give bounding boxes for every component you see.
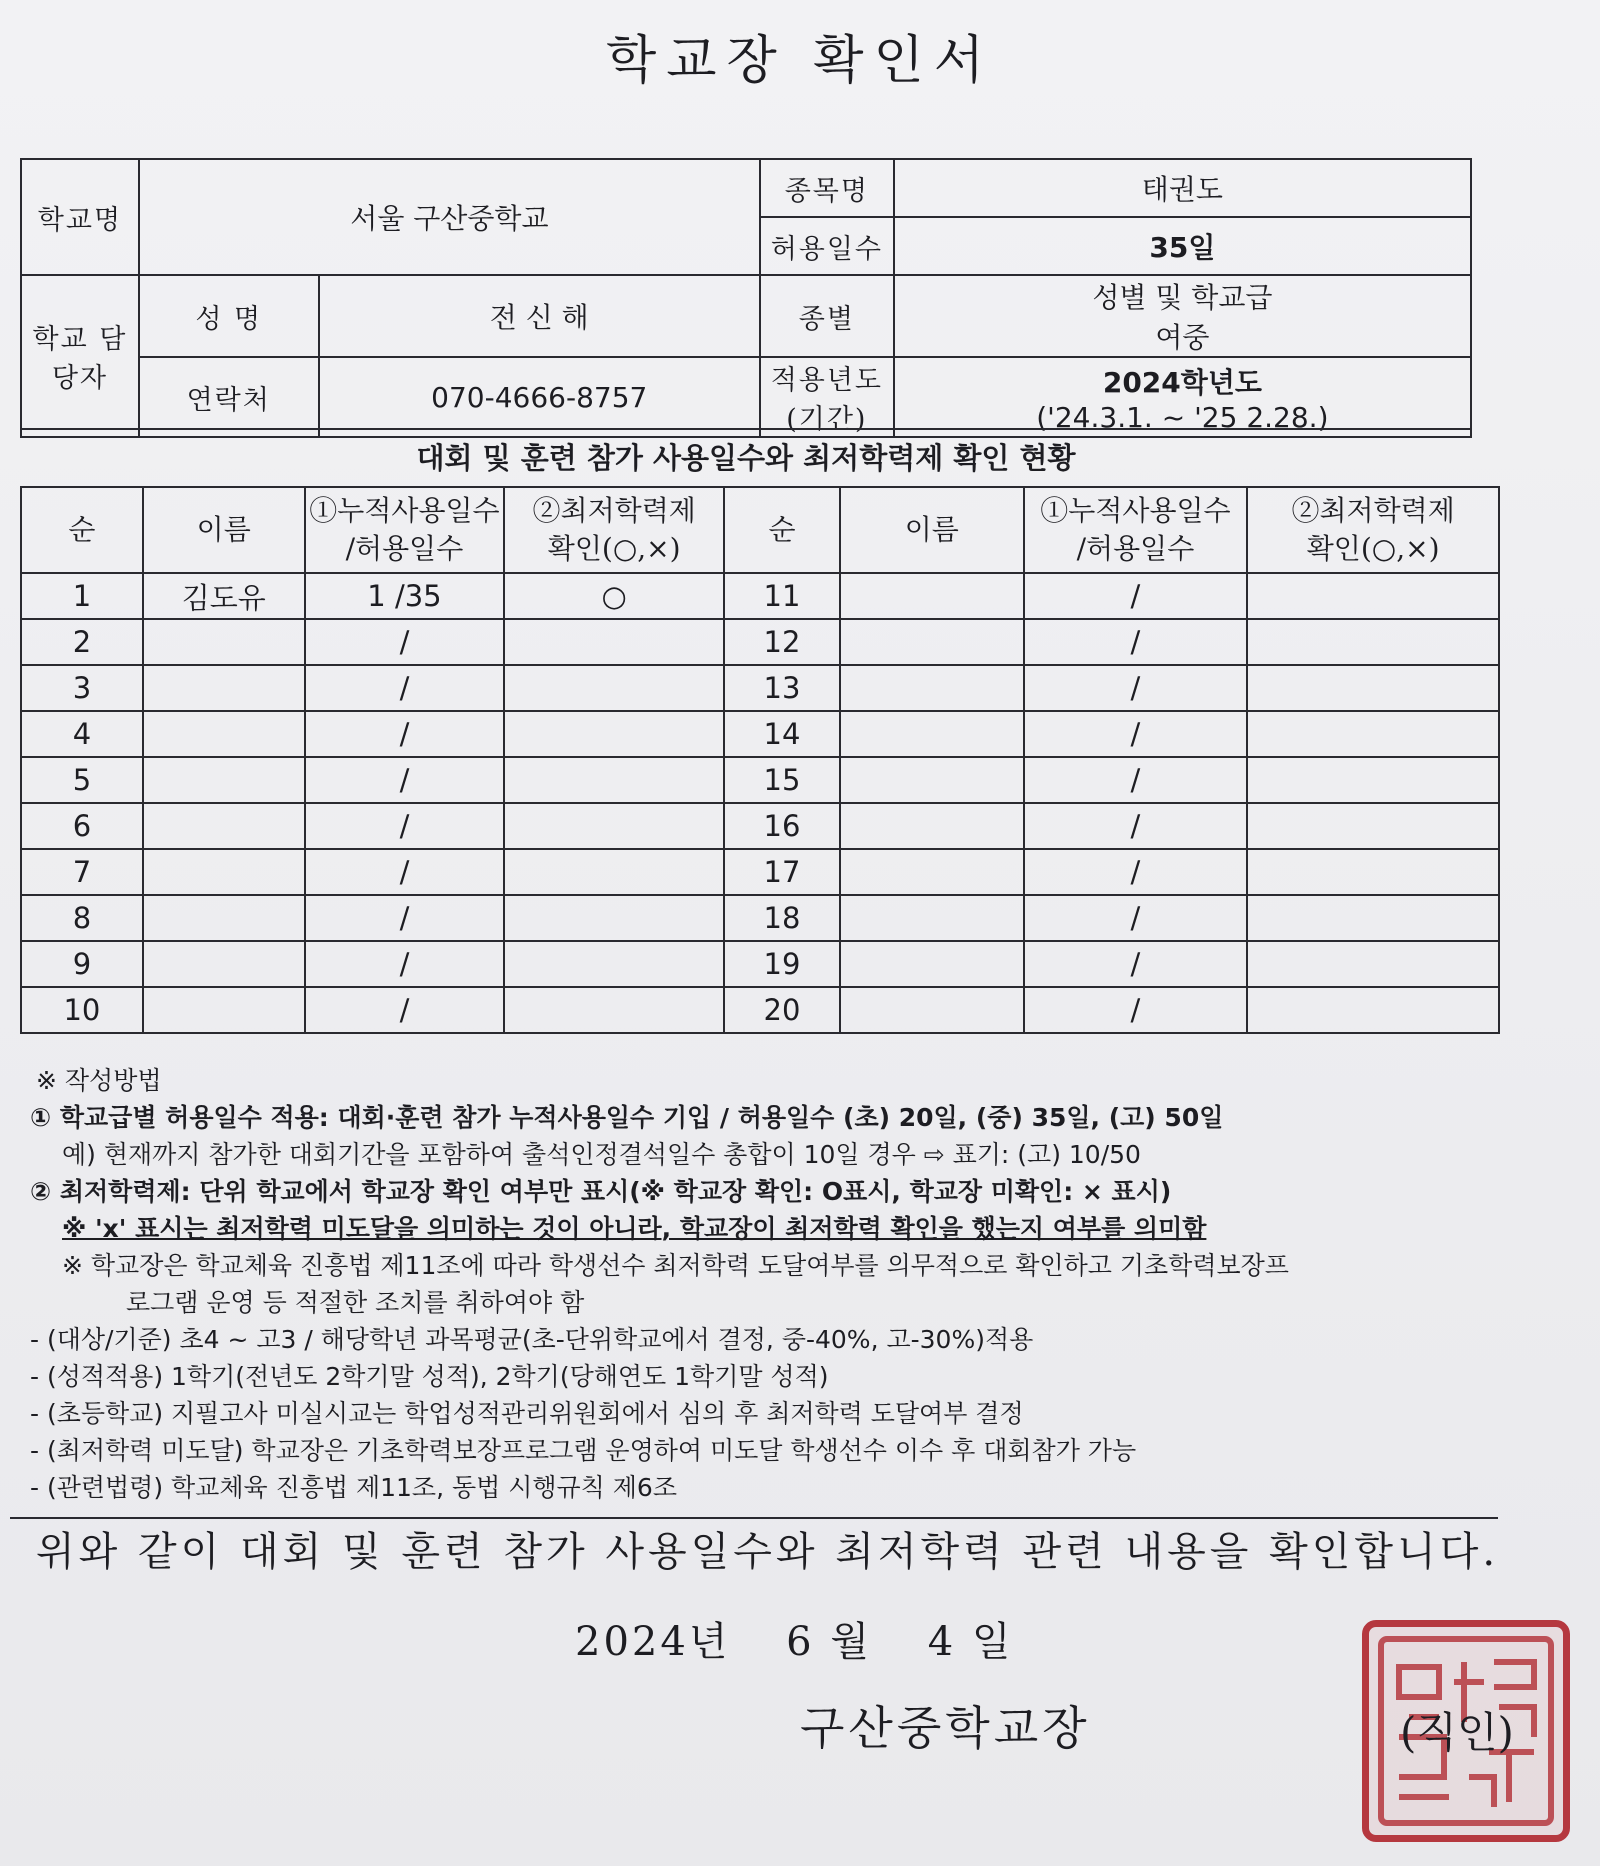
cell-days-right: /	[1024, 895, 1248, 941]
cell-days-left: /	[305, 803, 505, 849]
detail-3: - (초등학교) 지필고사 미실시교는 학업성적관리위원회에서 심의 후 최저학력 도달여부 결정	[30, 1399, 1024, 1428]
instruction-1-example: 예) 현재까지 참가한 대회기간을 포함하여 출석인정결석일수 총합이 10일 경우 ⇨ 표기: (고) 10/50	[62, 1140, 1141, 1169]
cell-check-left	[504, 849, 724, 895]
school-info-table	[20, 158, 1472, 438]
cell-days-left: /	[305, 757, 505, 803]
year-label-line1: 적용년도	[770, 365, 884, 396]
table-row	[21, 665, 1499, 711]
cell-name-right	[840, 803, 1024, 849]
date-day: 4 일	[927, 1619, 1014, 1665]
cell-check-left	[504, 941, 724, 987]
cell-seq-right: 15	[724, 757, 840, 803]
instruction-2-note-2a: ※ 학교장은 학교체육 진흥법 제11조에 따라 학생선수 최저학력 도달여부를 의무적으로 확인하고 기초학력보장프	[62, 1251, 1289, 1280]
cell-check-right	[1247, 757, 1499, 803]
participation-table	[20, 486, 1500, 1034]
contact-value: 070-4666-8757	[319, 357, 760, 437]
cell-seq-right: 17	[724, 849, 840, 895]
header-check-right-line2: 확인(○,×)	[1306, 532, 1440, 565]
header-name-left: 이름	[143, 487, 305, 573]
cell-name-right	[840, 941, 1024, 987]
school-name-label: 학교명	[21, 159, 139, 275]
cell-name-right	[840, 895, 1024, 941]
header-days-left-line1: ①누적사용일수	[309, 494, 500, 527]
sport-value: 태권도	[894, 159, 1471, 217]
cell-seq-right: 14	[724, 711, 840, 757]
cell-days-right: /	[1024, 803, 1248, 849]
cell-seq-right: 18	[724, 895, 840, 941]
document-title: 학교장 확인서	[606, 31, 994, 91]
year-value-line1: 2024학년도	[1102, 365, 1262, 399]
type-value-line1: 성별 및 학교급	[1092, 281, 1273, 314]
cell-check-right	[1247, 711, 1499, 757]
table-row	[21, 941, 1499, 987]
cell-check-right	[1247, 849, 1499, 895]
cell-check-left	[504, 711, 724, 757]
sport-label: 종목명	[760, 159, 894, 217]
header-check-left-line1: ②최저학력제	[532, 494, 696, 527]
cell-seq-left: 8	[21, 895, 143, 941]
cell-name-right	[840, 987, 1024, 1033]
cell-name-left	[143, 941, 305, 987]
year-label-line2: (기간)	[786, 404, 868, 435]
table-row	[21, 987, 1499, 1033]
header-check-right	[1247, 487, 1499, 573]
cell-seq-left: 10	[21, 987, 143, 1033]
header-seq-right: 순	[724, 487, 840, 573]
cell-name-right	[840, 573, 1024, 619]
cell-check-left	[504, 619, 724, 665]
cell-name-left	[143, 757, 305, 803]
table-row	[21, 803, 1499, 849]
cell-name-left	[143, 987, 305, 1033]
header-days-left-line2: /허용일수	[345, 532, 464, 565]
cell-check-left: ○	[504, 573, 724, 619]
header-days-left	[305, 487, 505, 573]
cell-name-left	[143, 803, 305, 849]
cell-days-right: /	[1024, 757, 1248, 803]
table-row	[21, 895, 1499, 941]
document-date	[575, 1610, 1054, 1667]
cell-days-left: /	[305, 895, 505, 941]
cell-check-right	[1247, 573, 1499, 619]
table-row	[21, 757, 1499, 803]
cell-seq-left: 4	[21, 711, 143, 757]
cell-days-left: /	[305, 619, 505, 665]
date-year: 2024년	[575, 1619, 731, 1665]
cell-days-left: 1 /35	[305, 573, 505, 619]
cell-days-right: /	[1024, 711, 1248, 757]
cell-check-right	[1247, 665, 1499, 711]
cell-seq-left: 9	[21, 941, 143, 987]
cell-check-right	[1247, 987, 1499, 1033]
cell-seq-left: 5	[21, 757, 143, 803]
cell-seq-right: 12	[724, 619, 840, 665]
cell-check-right	[1247, 895, 1499, 941]
header-seq-left: 순	[21, 487, 143, 573]
cell-name-right	[840, 711, 1024, 757]
date-month: 6 월	[786, 1619, 872, 1665]
cell-name-right	[840, 619, 1024, 665]
cell-seq-left: 2	[21, 619, 143, 665]
allowed-days-value: 35일	[894, 217, 1471, 275]
cell-days-right: /	[1024, 619, 1248, 665]
type-label: 종별	[760, 275, 894, 357]
cell-seq-right: 13	[724, 665, 840, 711]
type-value	[894, 275, 1471, 357]
cell-name-right	[840, 757, 1024, 803]
cell-name-left	[143, 665, 305, 711]
contact-label: 연락처	[139, 357, 319, 437]
cell-check-left	[504, 665, 724, 711]
manager-name-label: 성 명	[139, 275, 319, 357]
detail-5: - (관련법령) 학교체육 진흥법 제11조, 동법 시행규칙 제6조	[30, 1473, 677, 1502]
cell-seq-right: 19	[724, 941, 840, 987]
cell-name-left	[143, 619, 305, 665]
cell-days-left: /	[305, 711, 505, 757]
instruction-2-note-2b: 로그램 운영 등 적절한 조치를 취하여야 함	[126, 1288, 585, 1317]
cell-name-left: 김도유	[143, 573, 305, 619]
instructions	[30, 1062, 1570, 1506]
cell-seq-left: 6	[21, 803, 143, 849]
cell-days-left: /	[305, 665, 505, 711]
school-name-value: 서울 구산중학교	[139, 159, 760, 275]
cell-name-left	[143, 895, 305, 941]
cell-name-right	[840, 665, 1024, 711]
year-value-line2: ('24.3.1. ~ '25 2.28.)	[1036, 400, 1329, 434]
cell-check-left	[504, 987, 724, 1033]
detail-1: - (대상/기준) 초4 ~ 고3 / 해당학년 과목평균(초-단위학교에서 결정, 중-40%, 고-30%)적용	[30, 1325, 1034, 1354]
cell-seq-left: 3	[21, 665, 143, 711]
seal-label: (직인)	[1400, 1708, 1514, 1757]
cell-check-right	[1247, 941, 1499, 987]
instruction-2-note-1: ※ 'x' 표시는 최저학력 미도달을 의미하는 것이 아니라, 학교장이 최저학력 확인을 했는지 여부를 의미함	[62, 1214, 1207, 1243]
manager-name-value: 전 신 해	[319, 275, 760, 357]
table-row	[21, 849, 1499, 895]
cell-days-left: /	[305, 849, 505, 895]
table-header-row	[21, 487, 1499, 573]
principal-title: 구산중학교장	[800, 1701, 1091, 1755]
cell-check-left	[504, 895, 724, 941]
header-days-right-line1: ①누적사용일수	[1040, 494, 1231, 527]
cell-name-left	[143, 849, 305, 895]
cell-days-right: /	[1024, 573, 1248, 619]
cell-days-left: /	[305, 987, 505, 1033]
cell-seq-right: 16	[724, 803, 840, 849]
cell-name-right	[840, 849, 1024, 895]
cell-days-right: /	[1024, 665, 1248, 711]
instruction-2: ② 최저학력제: 단위 학교에서 학교장 확인 여부만 표시(※ 학교장 확인: O표시, 학교장 미확인: × 표시)	[30, 1177, 1172, 1206]
table-row	[21, 573, 1499, 619]
detail-4: - (최저학력 미도달) 학교장은 기초학력보장프로그램 운영하여 미도달 학생선수 이수 후 대회참가 가능	[30, 1436, 1137, 1465]
section-title: 대회 및 훈련 참가 사용일수와 최저학력제 확인 현황	[20, 428, 1472, 486]
header-days-right	[1024, 487, 1248, 573]
year-value	[894, 357, 1471, 437]
cell-check-right	[1247, 619, 1499, 665]
cell-seq-right: 20	[724, 987, 840, 1033]
cell-days-right: /	[1024, 987, 1248, 1033]
header-check-left-line2: 확인(○,×)	[547, 532, 681, 565]
cell-days-left: /	[305, 941, 505, 987]
table-row	[21, 711, 1499, 757]
type-value-line2: 여중	[1155, 321, 1210, 354]
instructions-heading: ※ 작성방법	[36, 1066, 162, 1095]
cell-days-right: /	[1024, 849, 1248, 895]
header-days-right-line2: /허용일수	[1076, 532, 1195, 565]
allowed-days-label: 허용일수	[760, 217, 894, 275]
manager-label: 학교 담당자	[21, 275, 139, 437]
confirmation-statement: 위와 같이 대회 및 훈련 참가 사용일수와 최저학력 관련 내용을 확인합니다.	[36, 1529, 1500, 1575]
cell-check-right	[1247, 803, 1499, 849]
cell-name-left	[143, 711, 305, 757]
cell-check-left	[504, 757, 724, 803]
detail-2: - (성적적용) 1학기(전년도 2학기말 성적), 2학기(당해연도 1학기말 성적)	[30, 1362, 829, 1391]
cell-seq-left: 7	[21, 849, 143, 895]
year-label	[760, 357, 894, 437]
divider	[10, 1517, 1498, 1519]
cell-seq-left: 1	[21, 573, 143, 619]
instruction-1: ① 학교급별 허용일수 적용: 대회·훈련 참가 누적사용일수 기입 / 허용일수 (초) 20일, (중) 35일, (고) 50일	[30, 1103, 1224, 1132]
table-row	[21, 619, 1499, 665]
cell-days-right: /	[1024, 941, 1248, 987]
cell-seq-right: 11	[724, 573, 840, 619]
header-check-right-line1: ②최저학력제	[1291, 494, 1455, 527]
header-check-left	[504, 487, 724, 573]
cell-check-left	[504, 803, 724, 849]
header-name-right: 이름	[840, 487, 1024, 573]
